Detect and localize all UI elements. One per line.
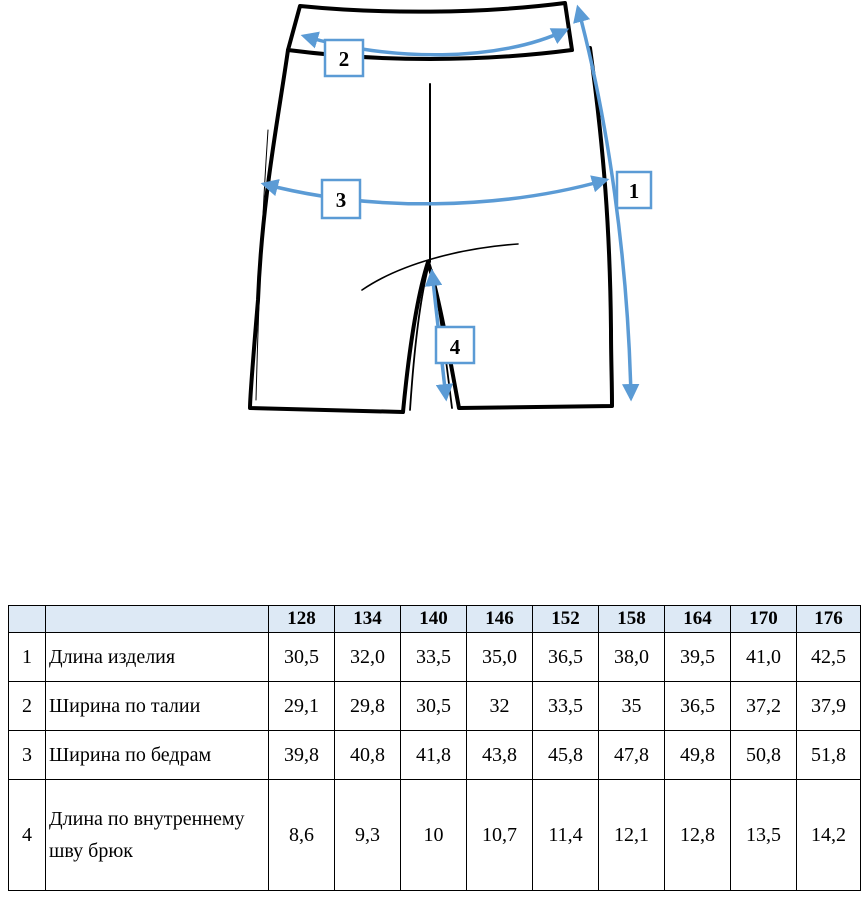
value-cell: 36,5: [665, 682, 731, 731]
table-row: [9, 633, 861, 682]
size-header: 170: [731, 606, 797, 633]
size-table: [8, 605, 861, 891]
value-cell: 29,1: [269, 682, 335, 731]
value-cell: 12,8: [665, 780, 731, 891]
value-cell: 41,8: [401, 731, 467, 780]
value-cell: 30,5: [401, 682, 467, 731]
label-2-text: 2: [338, 47, 350, 71]
size-header: 146: [467, 606, 533, 633]
label-4-text: 4: [449, 335, 461, 359]
row-number: 1: [9, 633, 46, 682]
table-row: [9, 731, 861, 780]
shorts-diagram: [0, 0, 864, 440]
value-cell: 33,5: [533, 682, 599, 731]
size-header: 140: [401, 606, 467, 633]
value-cell: 40,8: [335, 731, 401, 780]
row-name: Длина по внутреннему шву брюк: [46, 780, 269, 891]
row-number: 4: [9, 780, 46, 891]
header-name-cell: [46, 606, 269, 633]
label-1-text: 1: [628, 179, 640, 203]
value-cell: 39,8: [269, 731, 335, 780]
value-cell: 30,5: [269, 633, 335, 682]
value-cell: 45,8: [533, 731, 599, 780]
value-cell: 35,0: [467, 633, 533, 682]
value-cell: 35: [599, 682, 665, 731]
value-cell: 47,8: [599, 731, 665, 780]
value-cell: 43,8: [467, 731, 533, 780]
table-row: [9, 682, 861, 731]
row-number: 2: [9, 682, 46, 731]
value-cell: 8,6: [269, 780, 335, 891]
label-3-text: 3: [335, 188, 347, 212]
value-cell: 42,5: [797, 633, 861, 682]
row-name: Ширина по бедрам: [46, 731, 269, 780]
value-cell: 36,5: [533, 633, 599, 682]
size-header: 164: [665, 606, 731, 633]
value-cell: 14,2: [797, 780, 861, 891]
value-cell: 37,9: [797, 682, 861, 731]
row-number: 3: [9, 731, 46, 780]
table-header-row: [9, 606, 861, 633]
size-header: 176: [797, 606, 861, 633]
value-cell: 38,0: [599, 633, 665, 682]
value-cell: 50,8: [731, 731, 797, 780]
value-cell: 32,0: [335, 633, 401, 682]
size-header: 134: [335, 606, 401, 633]
shorts-seams: [256, 84, 518, 410]
value-cell: 29,8: [335, 682, 401, 731]
row-name: Ширина по талии: [46, 682, 269, 731]
value-cell: 39,5: [665, 633, 731, 682]
table-row: [9, 780, 861, 891]
value-cell: 41,0: [731, 633, 797, 682]
value-cell: 33,5: [401, 633, 467, 682]
value-cell: 10: [401, 780, 467, 891]
row-name: Длина изделия: [46, 633, 269, 682]
size-header: 128: [269, 606, 335, 633]
label-2: [325, 40, 363, 76]
value-cell: 12,1: [599, 780, 665, 891]
label-1: [617, 172, 651, 208]
value-cell: 9,3: [335, 780, 401, 891]
value-cell: 37,2: [731, 682, 797, 731]
value-cell: 32: [467, 682, 533, 731]
value-cell: 49,8: [665, 731, 731, 780]
header-num-cell: [9, 606, 46, 633]
value-cell: 10,7: [467, 780, 533, 891]
size-header: 152: [533, 606, 599, 633]
label-3: [322, 180, 360, 218]
label-4: [436, 327, 474, 363]
value-cell: 13,5: [731, 780, 797, 891]
value-cell: 11,4: [533, 780, 599, 891]
size-header: 158: [599, 606, 665, 633]
value-cell: 51,8: [797, 731, 861, 780]
